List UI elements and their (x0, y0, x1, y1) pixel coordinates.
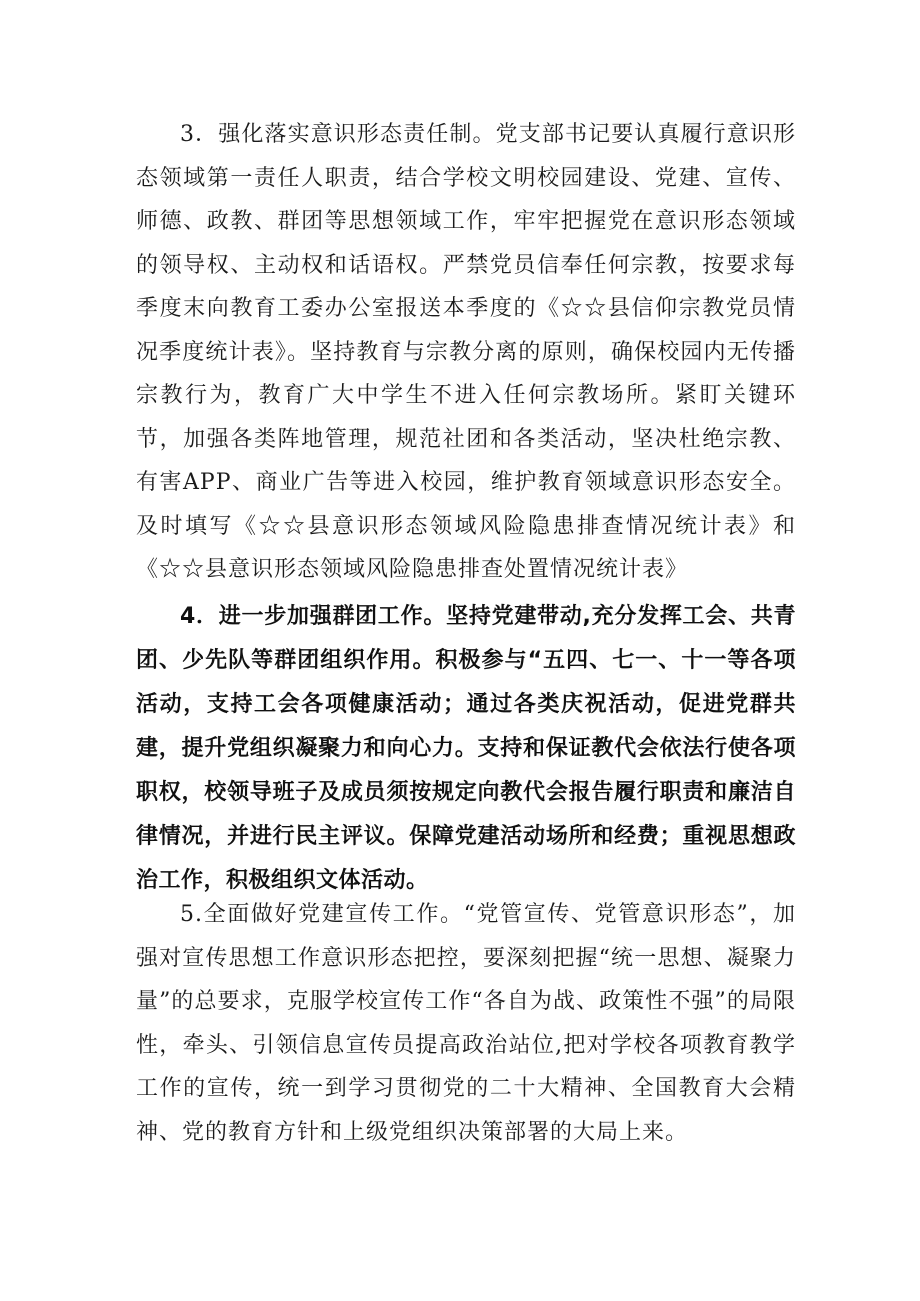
paragraph-ideology-responsibility: 3．强化落实意识形态责任制。党支部书记要认真履行意识形态领域第一责任人职责，结合学校文明校园建设、党建、宣传、师德、政教、群团等思想领域工作，牢牢把握党在意识形态领域的领导权、主动权和话语权。严禁党员信奉任何宗教，按要求每季度末向教育工委办公室报送本季度的《☆☆县信仰宗教党员情况季度统计表》。坚持教育与宗教分离的原则，确保校园内无传播宗教行为，教育广大中学生不进入任何宗教场所。紧盯关键环节，加强各类阵地管理，规范社团和各类活动，坚决杜绝宗教、有害APP、商业广告等进入校园，维护教育领域意识形态安全。及时填写《☆☆县意识形态领域风险隐患排查情况统计表》和《☆☆县意识形态领域风险隐患排查处置情况统计表》 (136, 122, 796, 582)
paragraph-party-publicity: 5.全面做好党建宣传工作。“党管宣传、党管意识形态”，加强对宣传思想工作意识形态把控，要深刻把握“统一思想、凝聚力量”的总要求，克服学校宣传工作“各自为战、政策性不强”的局限性，牵头、引领信息宣传员提高政治站位,把对学校各项教育教学工作的宣传，统一到学习贯彻党的二十大精神、全国教育大会精神、党的教育方针和上级党组织决策部署的大局上来。 (136, 902, 796, 1145)
paragraph-mass-organizations: 4．进一步加强群团工作。坚持党建带动,充分发挥工会、共青团、少先队等群团组织作用。积极参与“五四、七一、十一等各项活动，支持工会各项健康活动；通过各类庆祝活动，促进党群共建，提升党组织凝聚力和向心力。支持和保证教代会依法行使各项职权，校领导班子及成员须按规定向教代会报告履行职责和廉洁自律情况，并进行民主评议。保障党建活动场所和经费；重视思想政治工作，积极组织文体活动。 (136, 604, 796, 893)
